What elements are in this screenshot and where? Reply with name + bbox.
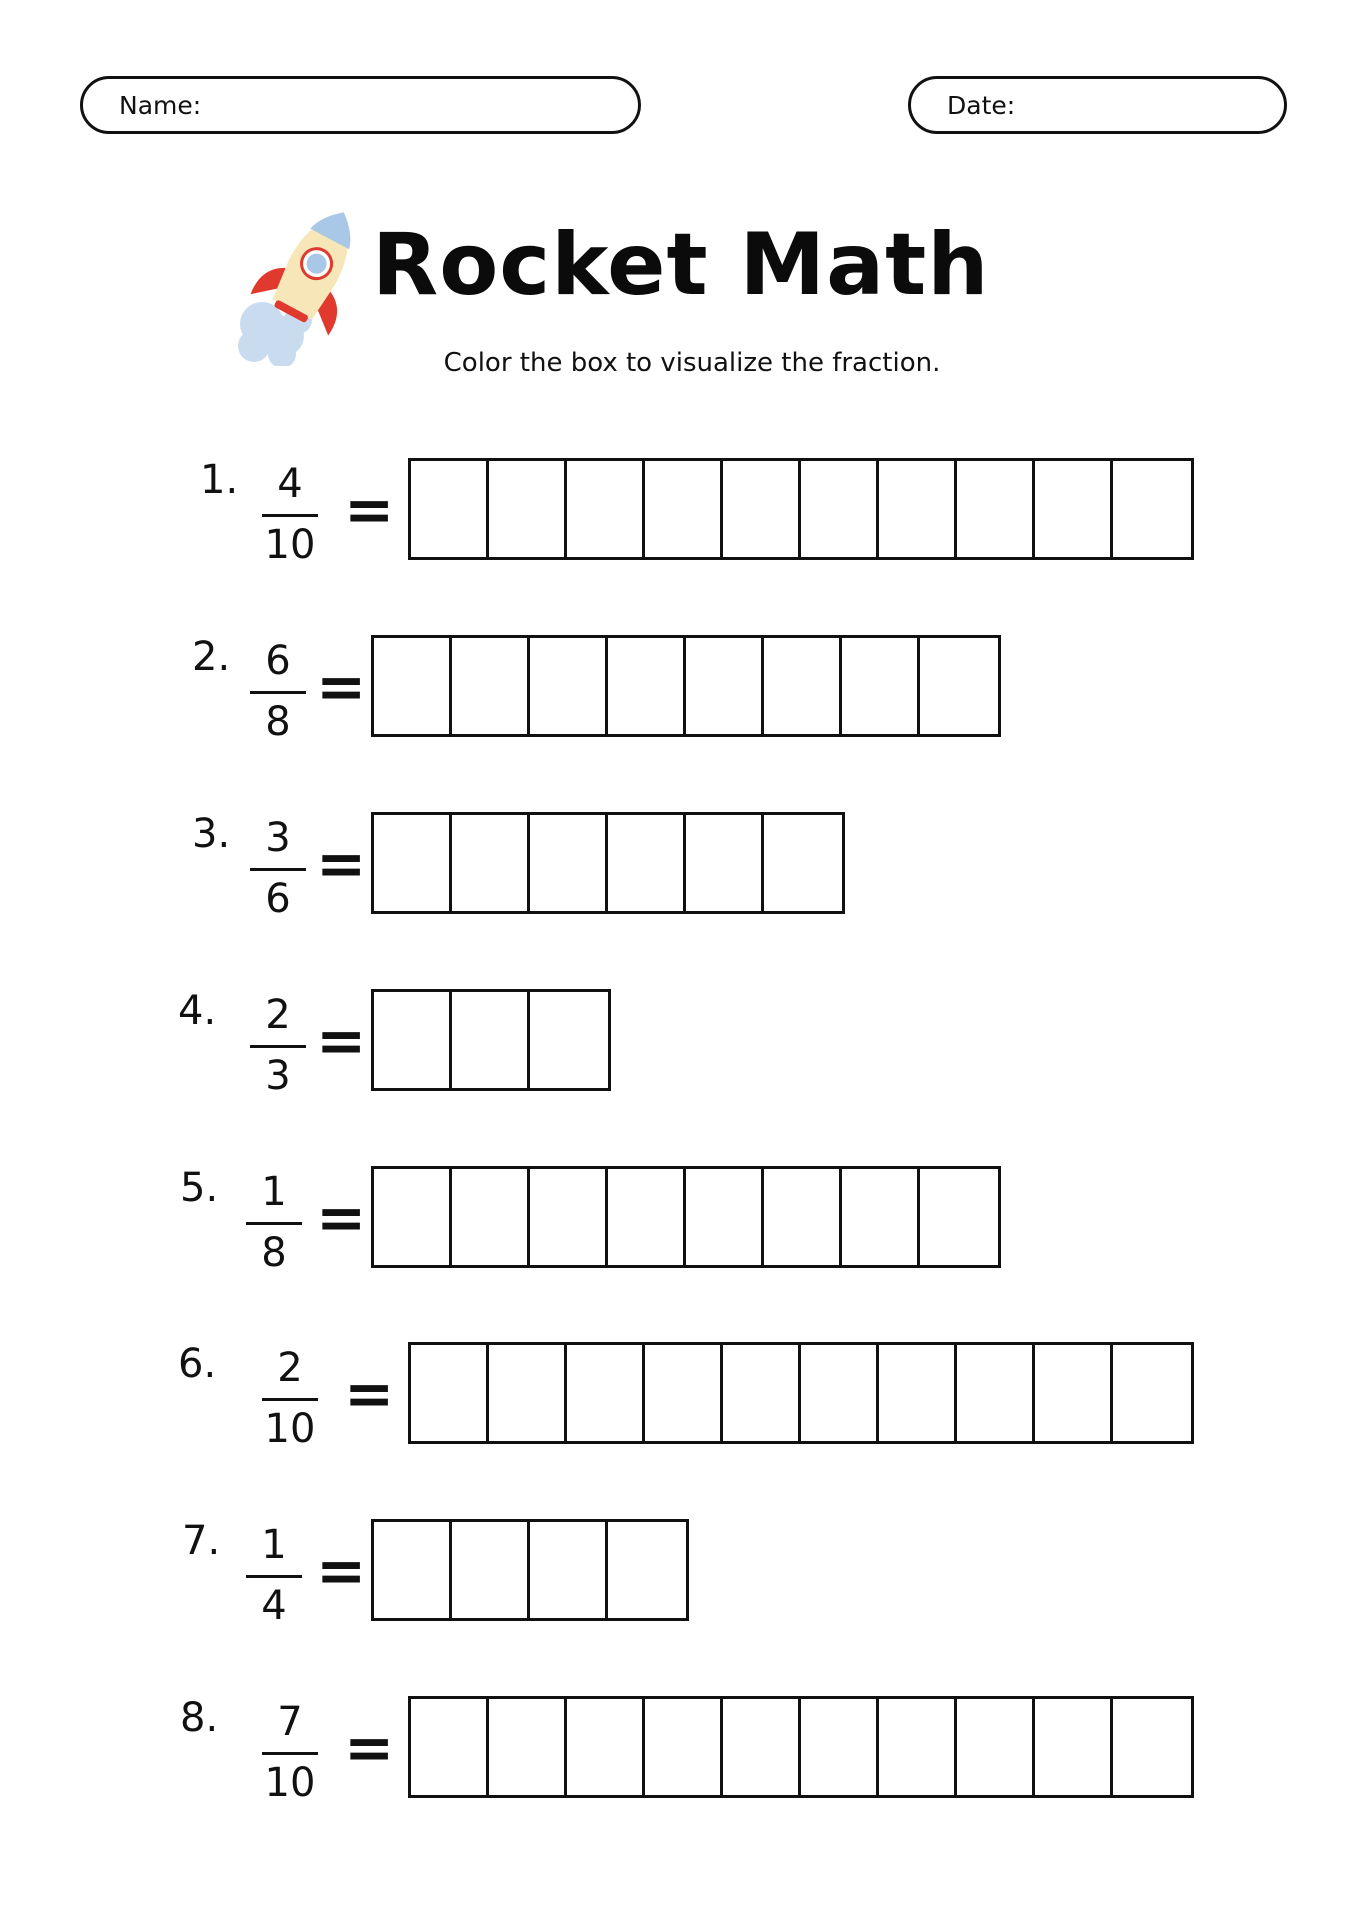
color-box[interactable] — [879, 461, 957, 557]
equals-sign: = — [316, 1536, 367, 1606]
fraction-boxes — [371, 1519, 689, 1621]
date-label: Date: — [947, 90, 1016, 120]
color-box[interactable] — [530, 1169, 608, 1265]
fraction-boxes — [408, 1696, 1194, 1798]
fraction-bar — [250, 868, 306, 871]
fraction — [262, 1699, 318, 1806]
color-box[interactable] — [374, 1522, 452, 1618]
color-box[interactable] — [567, 1699, 645, 1795]
denominator: 10 — [264, 1760, 316, 1806]
fraction-bar — [262, 1398, 318, 1401]
numerator: 2 — [277, 1345, 303, 1391]
problem-number: 7. — [182, 1518, 221, 1564]
equals-sign: = — [344, 1359, 395, 1429]
instructions: Color the box to visualize the fraction. — [443, 348, 941, 378]
color-box[interactable] — [374, 638, 452, 734]
equals-sign: = — [316, 652, 367, 722]
fraction-bar — [262, 514, 318, 517]
fraction — [250, 638, 306, 745]
color-box[interactable] — [842, 638, 920, 734]
equals-sign: = — [316, 829, 367, 899]
color-box[interactable] — [723, 1699, 801, 1795]
color-box[interactable] — [645, 1345, 723, 1441]
problem-6 — [0, 1342, 1358, 1462]
numerator: 1 — [261, 1522, 287, 1568]
color-box[interactable] — [452, 1522, 530, 1618]
denominator: 3 — [265, 1053, 291, 1099]
color-box[interactable] — [686, 815, 764, 911]
color-box[interactable] — [686, 638, 764, 734]
color-box[interactable] — [452, 815, 530, 911]
fraction — [250, 992, 306, 1099]
denominator: 4 — [261, 1583, 287, 1629]
color-box[interactable] — [801, 461, 879, 557]
color-box[interactable] — [411, 1699, 489, 1795]
problem-3 — [0, 812, 1358, 932]
fraction — [246, 1169, 302, 1276]
color-box[interactable] — [567, 1345, 645, 1441]
color-box[interactable] — [801, 1345, 879, 1441]
fraction — [262, 461, 318, 568]
numerator: 4 — [277, 461, 303, 507]
color-box[interactable] — [411, 461, 489, 557]
color-box[interactable] — [530, 638, 608, 734]
color-box[interactable] — [957, 461, 1035, 557]
color-box[interactable] — [1113, 461, 1191, 557]
color-box[interactable] — [1035, 1699, 1113, 1795]
problem-number: 1. — [200, 457, 239, 503]
fraction-bar — [262, 1752, 318, 1755]
color-box[interactable] — [374, 815, 452, 911]
fraction-bar — [246, 1222, 302, 1225]
problem-7 — [0, 1519, 1358, 1639]
color-box[interactable] — [489, 1699, 567, 1795]
color-box[interactable] — [801, 1699, 879, 1795]
fraction-boxes — [408, 458, 1194, 560]
color-box[interactable] — [489, 1345, 567, 1441]
problem-2 — [0, 635, 1358, 755]
color-box[interactable] — [374, 992, 452, 1088]
problem-5 — [0, 1166, 1358, 1286]
fraction-boxes — [371, 812, 845, 914]
color-box[interactable] — [686, 1169, 764, 1265]
problem-1 — [0, 458, 1358, 578]
color-box[interactable] — [530, 815, 608, 911]
color-box[interactable] — [489, 461, 567, 557]
color-box[interactable] — [723, 1345, 801, 1441]
problem-number: 3. — [192, 811, 231, 857]
fraction-boxes — [371, 1166, 1001, 1268]
equals-sign: = — [316, 1006, 367, 1076]
equals-sign: = — [344, 1713, 395, 1783]
fraction — [246, 1522, 302, 1629]
equals-sign: = — [316, 1183, 367, 1253]
color-box[interactable] — [920, 638, 998, 734]
name-field[interactable] — [80, 76, 641, 134]
color-box[interactable] — [1035, 1345, 1113, 1441]
color-box[interactable] — [1035, 461, 1113, 557]
color-box[interactable] — [957, 1345, 1035, 1441]
fraction-bar — [250, 691, 306, 694]
problem-number: 2. — [192, 634, 231, 680]
color-box[interactable] — [1113, 1345, 1191, 1441]
color-box[interactable] — [530, 1522, 608, 1618]
name-label: Name: — [119, 90, 202, 120]
numerator: 3 — [265, 815, 291, 861]
color-box[interactable] — [723, 461, 801, 557]
denominator: 6 — [265, 876, 291, 922]
color-box[interactable] — [957, 1699, 1035, 1795]
color-box[interactable] — [567, 461, 645, 557]
color-box[interactable] — [764, 815, 842, 911]
fraction — [250, 815, 306, 922]
page-title: Rocket Math — [372, 215, 990, 315]
color-box[interactable] — [645, 461, 723, 557]
color-box[interactable] — [920, 1169, 998, 1265]
color-box[interactable] — [879, 1345, 957, 1441]
denominator: 8 — [261, 1230, 287, 1276]
color-box[interactable] — [608, 1522, 686, 1618]
color-box[interactable] — [608, 638, 686, 734]
fraction-bar — [250, 1045, 306, 1048]
color-box[interactable] — [452, 1169, 530, 1265]
fraction-bar — [246, 1575, 302, 1578]
color-box[interactable] — [608, 1169, 686, 1265]
date-field[interactable] — [908, 76, 1287, 134]
problem-number: 5. — [180, 1165, 219, 1211]
denominator: 8 — [265, 699, 291, 745]
fraction-boxes — [371, 989, 611, 1091]
color-box[interactable] — [764, 1169, 842, 1265]
color-box[interactable] — [452, 992, 530, 1088]
color-box[interactable] — [452, 638, 530, 734]
color-box[interactable] — [1113, 1699, 1191, 1795]
denominator: 10 — [264, 522, 316, 568]
fraction-boxes — [408, 1342, 1194, 1444]
numerator: 7 — [277, 1699, 303, 1745]
problem-number: 6. — [178, 1341, 217, 1387]
numerator: 2 — [265, 992, 291, 1038]
problem-4 — [0, 989, 1358, 1109]
color-box[interactable] — [530, 992, 608, 1088]
rocket-icon — [232, 196, 368, 366]
color-box[interactable] — [879, 1699, 957, 1795]
numerator: 6 — [265, 638, 291, 684]
denominator: 10 — [264, 1406, 316, 1452]
color-box[interactable] — [764, 638, 842, 734]
problem-number: 8. — [180, 1695, 219, 1741]
color-box[interactable] — [645, 1699, 723, 1795]
color-box[interactable] — [608, 815, 686, 911]
fraction — [262, 1345, 318, 1452]
numerator: 1 — [261, 1169, 287, 1215]
equals-sign: = — [344, 475, 395, 545]
color-box[interactable] — [411, 1345, 489, 1441]
color-box[interactable] — [374, 1169, 452, 1265]
fraction-boxes — [371, 635, 1001, 737]
problem-8 — [0, 1696, 1358, 1816]
problem-number: 4. — [178, 988, 217, 1034]
color-box[interactable] — [842, 1169, 920, 1265]
